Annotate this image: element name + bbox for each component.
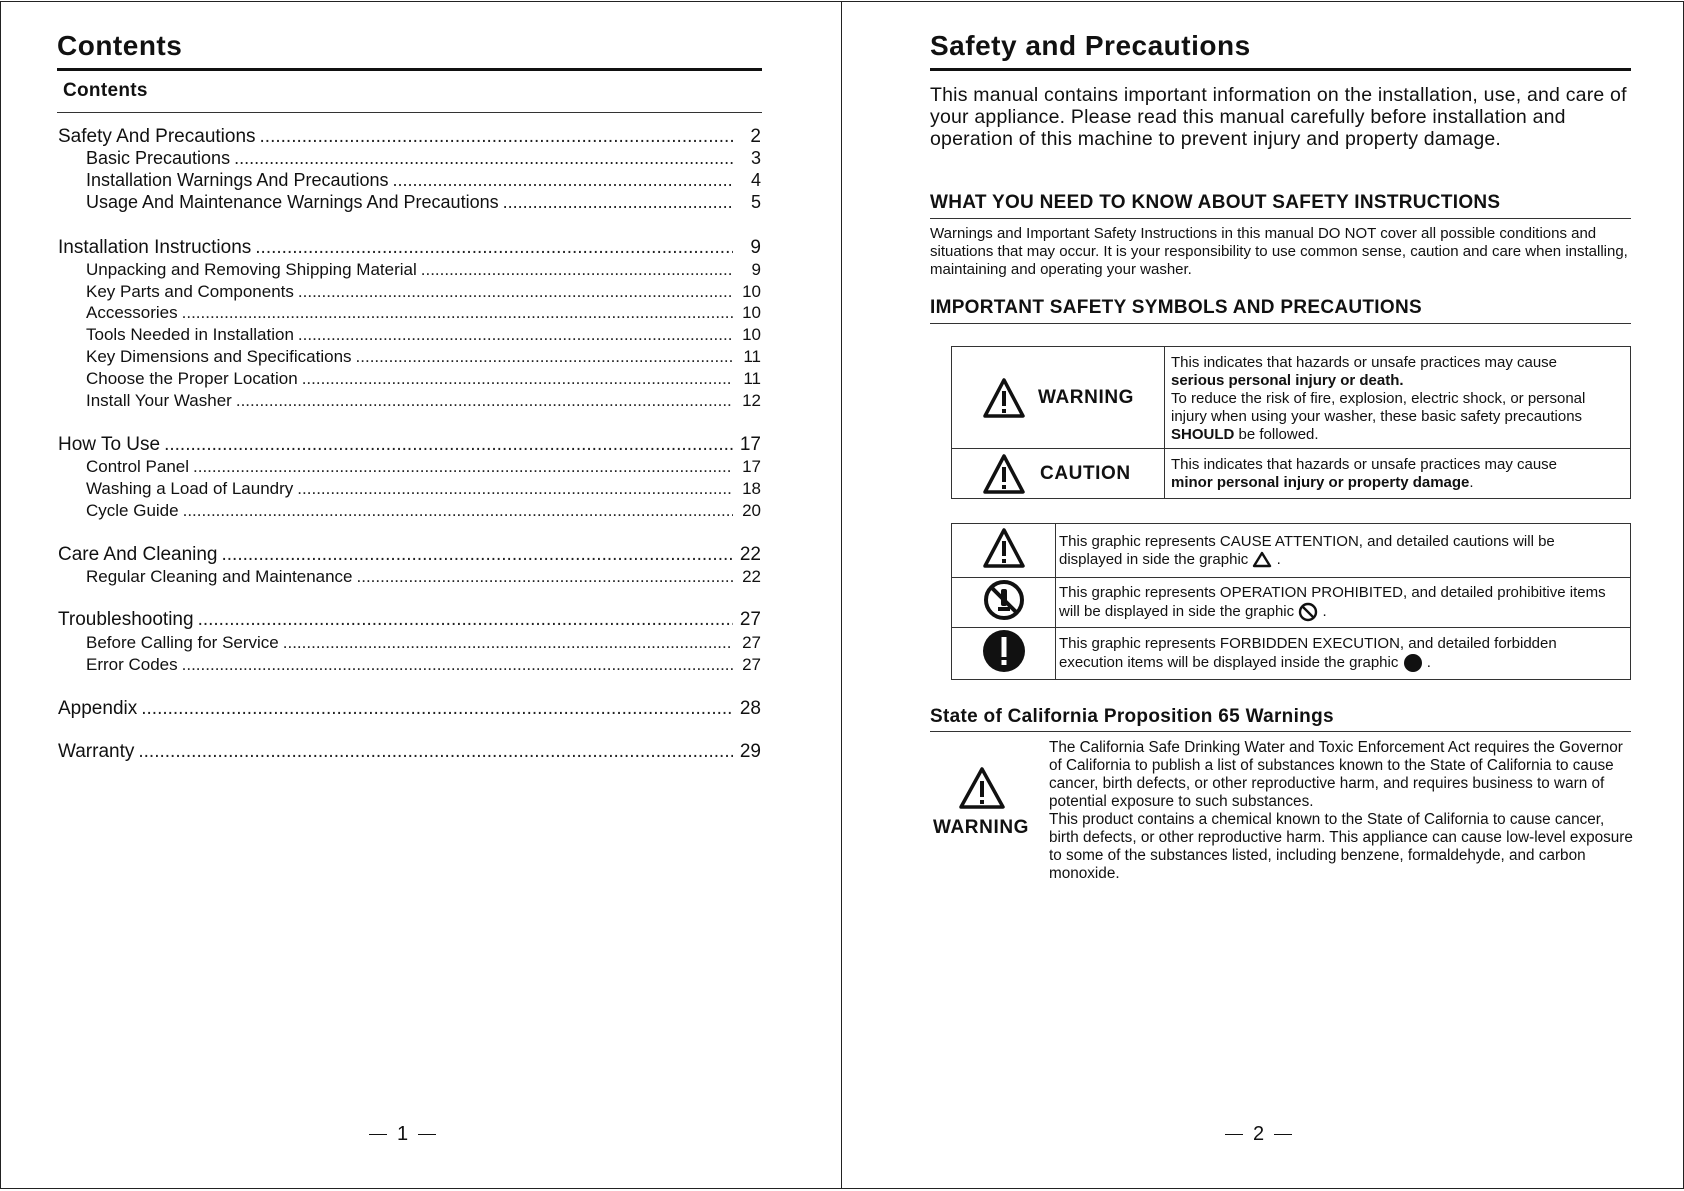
contents-heading: Contents [57,30,183,61]
section-rule [930,218,1631,219]
subheading-rule [57,112,762,113]
safety-heading: Safety and Precautions [930,30,1251,61]
warning-label: WARNING [1038,386,1135,408]
forbidden-execution-icon [981,628,1027,674]
toc-entry[interactable]: Tools Needed in Installation ..... 10 [58,325,761,345]
toc-entry[interactable]: How To Use ..... 17 [58,434,761,456]
toc-entry[interactable]: Accessories ..... 10 [58,303,761,323]
cause-attention-icon [982,527,1026,569]
toc-entry[interactable]: Troubleshooting ..... 27 [58,609,761,631]
small-triangle-icon [1252,551,1272,568]
toc-entry[interactable]: Installation Instructions ..... 9 [58,237,761,259]
toc-entry[interactable]: Key Parts and Components ..... 10 [58,282,761,302]
cause-attention-description: This graphic represents CAUSE ATTENTION, and detailed cautions will be displayed in side the graphic . [1059,532,1555,568]
toc-entry[interactable]: Control Panel ..... 17 [58,457,761,477]
caution-row [952,449,1631,499]
forbidden-row [952,628,1631,680]
prop65-title: State of California Proposition 65 Warnings [930,706,1334,727]
toc-entry[interactable]: Safety And Precautions ..... 2 [58,126,761,148]
attention-row [952,524,1631,578]
toc-entry[interactable]: Appendix ..... 28 [58,698,761,720]
prop65-warning-icon [958,766,1006,810]
toc-entry[interactable]: Install Your Washer ..... 12 [58,391,761,411]
toc-entry[interactable]: Usage And Maintenance Warnings And Precautions ..... 5 [58,192,761,213]
section-rule [930,731,1631,732]
section-title: WHAT YOU NEED TO KNOW ABOUT SAFETY INSTRUCTIONS [930,192,1501,213]
page-number: 2 [1225,1123,1292,1146]
toc-entry[interactable]: Before Calling for Service ..... 27 [58,633,761,653]
signal-word-table [951,346,1631,499]
heading-rule [57,68,762,71]
prohibited-row [952,578,1631,628]
contents-subheading: Contents [63,80,148,101]
heading-rule [930,68,1631,71]
toc-entry[interactable]: Error Codes ..... 27 [58,655,761,675]
safety-instructions-text: Warnings and Important Safety Instructions in this manual DO NOT cover all possible conditions and situations that may occur. It is your responsibility to use common sense, caution and care when installing, maintaining and operating your washer. [930,225,1628,278]
small-filled-circle-icon [1403,653,1423,673]
toc-entry[interactable]: Warranty ..... 29 [58,741,761,763]
toc-entry[interactable]: Washing a Load of Laundry ..... 18 [58,479,761,499]
warning-row [952,347,1631,449]
prop65-text: The California Safe Drinking Water and Toxic Enforcement Act requires the Governor of California to publish a list of substances known to the State of California to cause cancer, birth defects, or other reproductive harm, and requires business to warn of potential exposure to such substances. This product contains a chemical known to the State of California to cause cancer, birth defects, or other reproductive harm. This appliance can cause low-level exposure to some of the substances listed, including benzene, formaldehyde, and carbon monoxide. [1049,739,1633,882]
toc-entry[interactable]: Unpacking and Removing Shipping Material ..... 9 [58,260,761,280]
right-page [841,1,1684,1189]
warning-triangle-icon [982,377,1026,419]
section-rule [930,323,1631,324]
toc-entry[interactable]: Regular Cleaning and Maintenance ..... 22 [58,567,761,587]
caution-triangle-icon [982,453,1026,495]
toc-entry[interactable]: Installation Warnings And Precautions ..... 4 [58,170,761,191]
toc-entry[interactable]: Choose the Proper Location ..... 11 [58,369,761,389]
forbidden-execution-description: This graphic represents FORBIDDEN EXECUTION, and detailed forbidden execution items will be displayed inside the graphic . [1056,631,1630,677]
toc-entry[interactable]: Key Dimensions and Specifications ..... 11 [58,347,761,367]
prop65-warning-label: WARNING [933,817,1030,838]
toc-entry[interactable]: Care And Cleaning ..... 22 [58,544,761,566]
operation-prohibited-description: This graphic represents OPERATION PROHIBITED, and detailed prohibitive items will be displayed in side the graphic . [1056,580,1630,626]
operation-prohibited-icon [982,578,1026,622]
warning-description: This indicates that hazards or unsafe practices may cause serious personal injury or death. To reduce the risk of fire, explosion, electric shock, or personal injury when using your washer, these basic safety precautions SHOULD be followed. [1171,354,1586,443]
toc-entry[interactable]: Basic Precautions ..... 3 [58,148,761,169]
intro-paragraph: This manual contains important information on the installation, use, and care of your appliance. Please read this manual carefully before installation and operation of this machine to prevent injury and property damage. [930,84,1627,150]
caution-description: This indicates that hazards or unsafe practices may cause minor personal injury or property damage. [1171,455,1558,491]
graphic-symbols-table [951,523,1631,680]
section-title: IMPORTANT SAFETY SYMBOLS AND PRECAUTIONS [930,297,1422,318]
page-number: 1 [369,1123,436,1146]
caution-label: CAUTION [1040,462,1131,484]
left-page [0,1,843,1189]
small-prohibited-icon [1298,602,1318,622]
toc-entry[interactable]: Cycle Guide ..... 20 [58,501,761,521]
